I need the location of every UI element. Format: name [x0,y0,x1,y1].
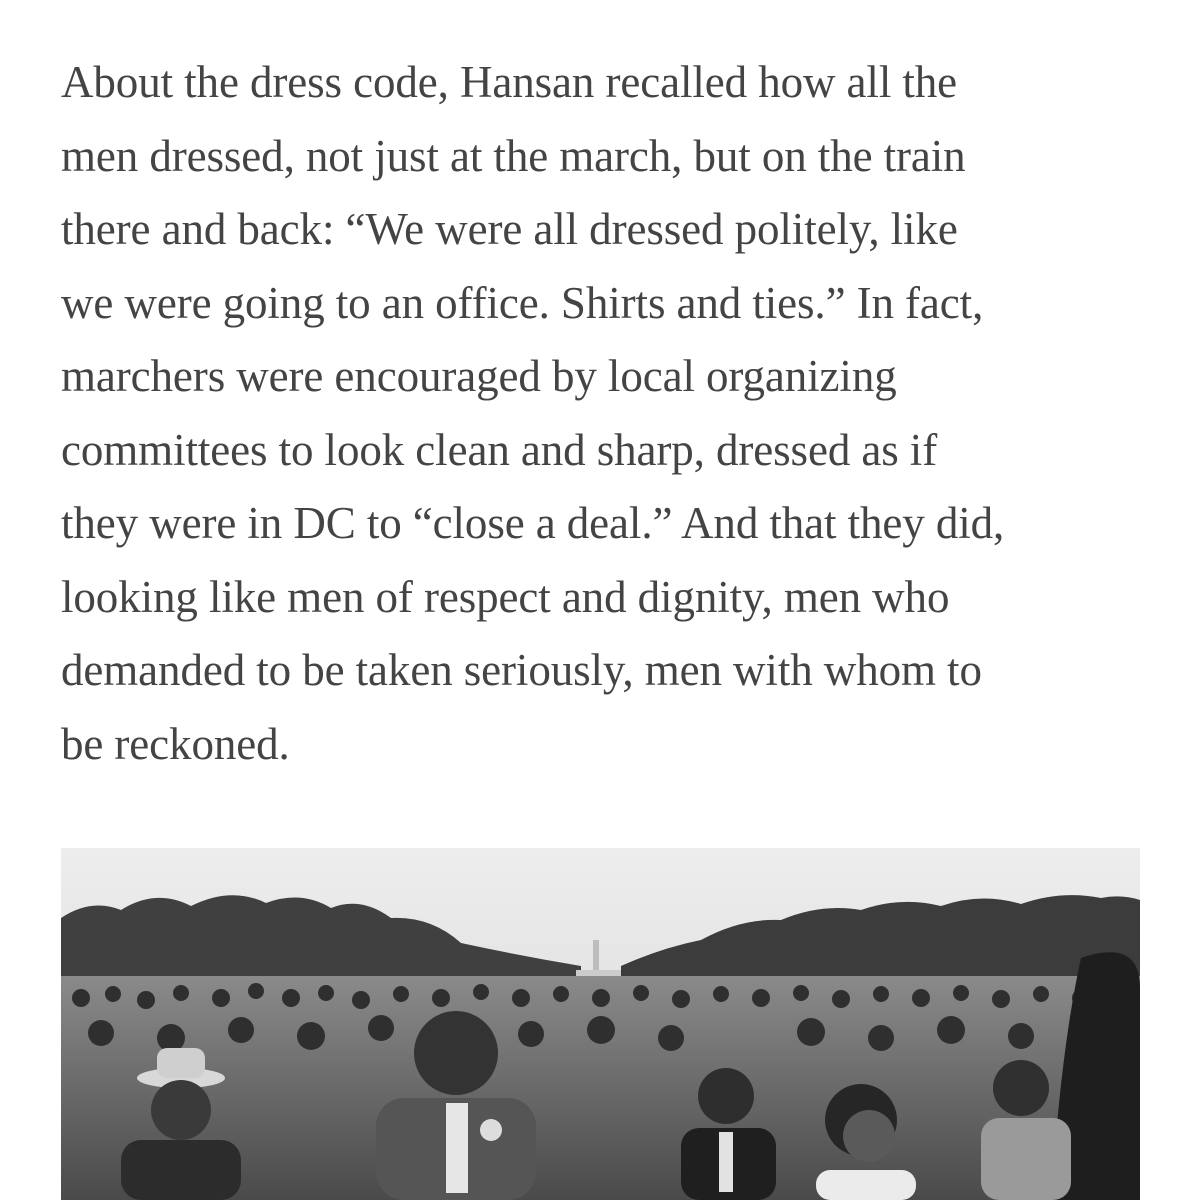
paragraph-line: marchers were encouraged by local organizing [61,351,897,401]
march-crowd-photo [61,848,1140,1200]
photo-illustration [61,848,1140,1200]
paragraph-line: demanded to be taken seriously, men with whom to [61,645,982,695]
paragraph-line: there and back: “We were all dressed politely, like [61,204,958,254]
photo-monument [593,940,599,974]
paragraph-line: be reckoned. [61,718,290,769]
paragraph-line: men dressed, not just at the march, but on the train [61,130,966,181]
paragraph-line: About the dress code, Hansan recalled how all the [61,57,958,107]
paragraph-line: committees to look clean and sharp, dressed as if [61,424,938,475]
paragraph-line: looking like men of respect and dignity, men who [61,571,950,622]
article-paragraph [61,46,1161,781]
paragraph-line: we were going to an office. Shirts and ties.” In fact, [61,277,984,328]
paragraph-line: they were in DC to “close a deal.” And that they did, [61,498,1005,548]
